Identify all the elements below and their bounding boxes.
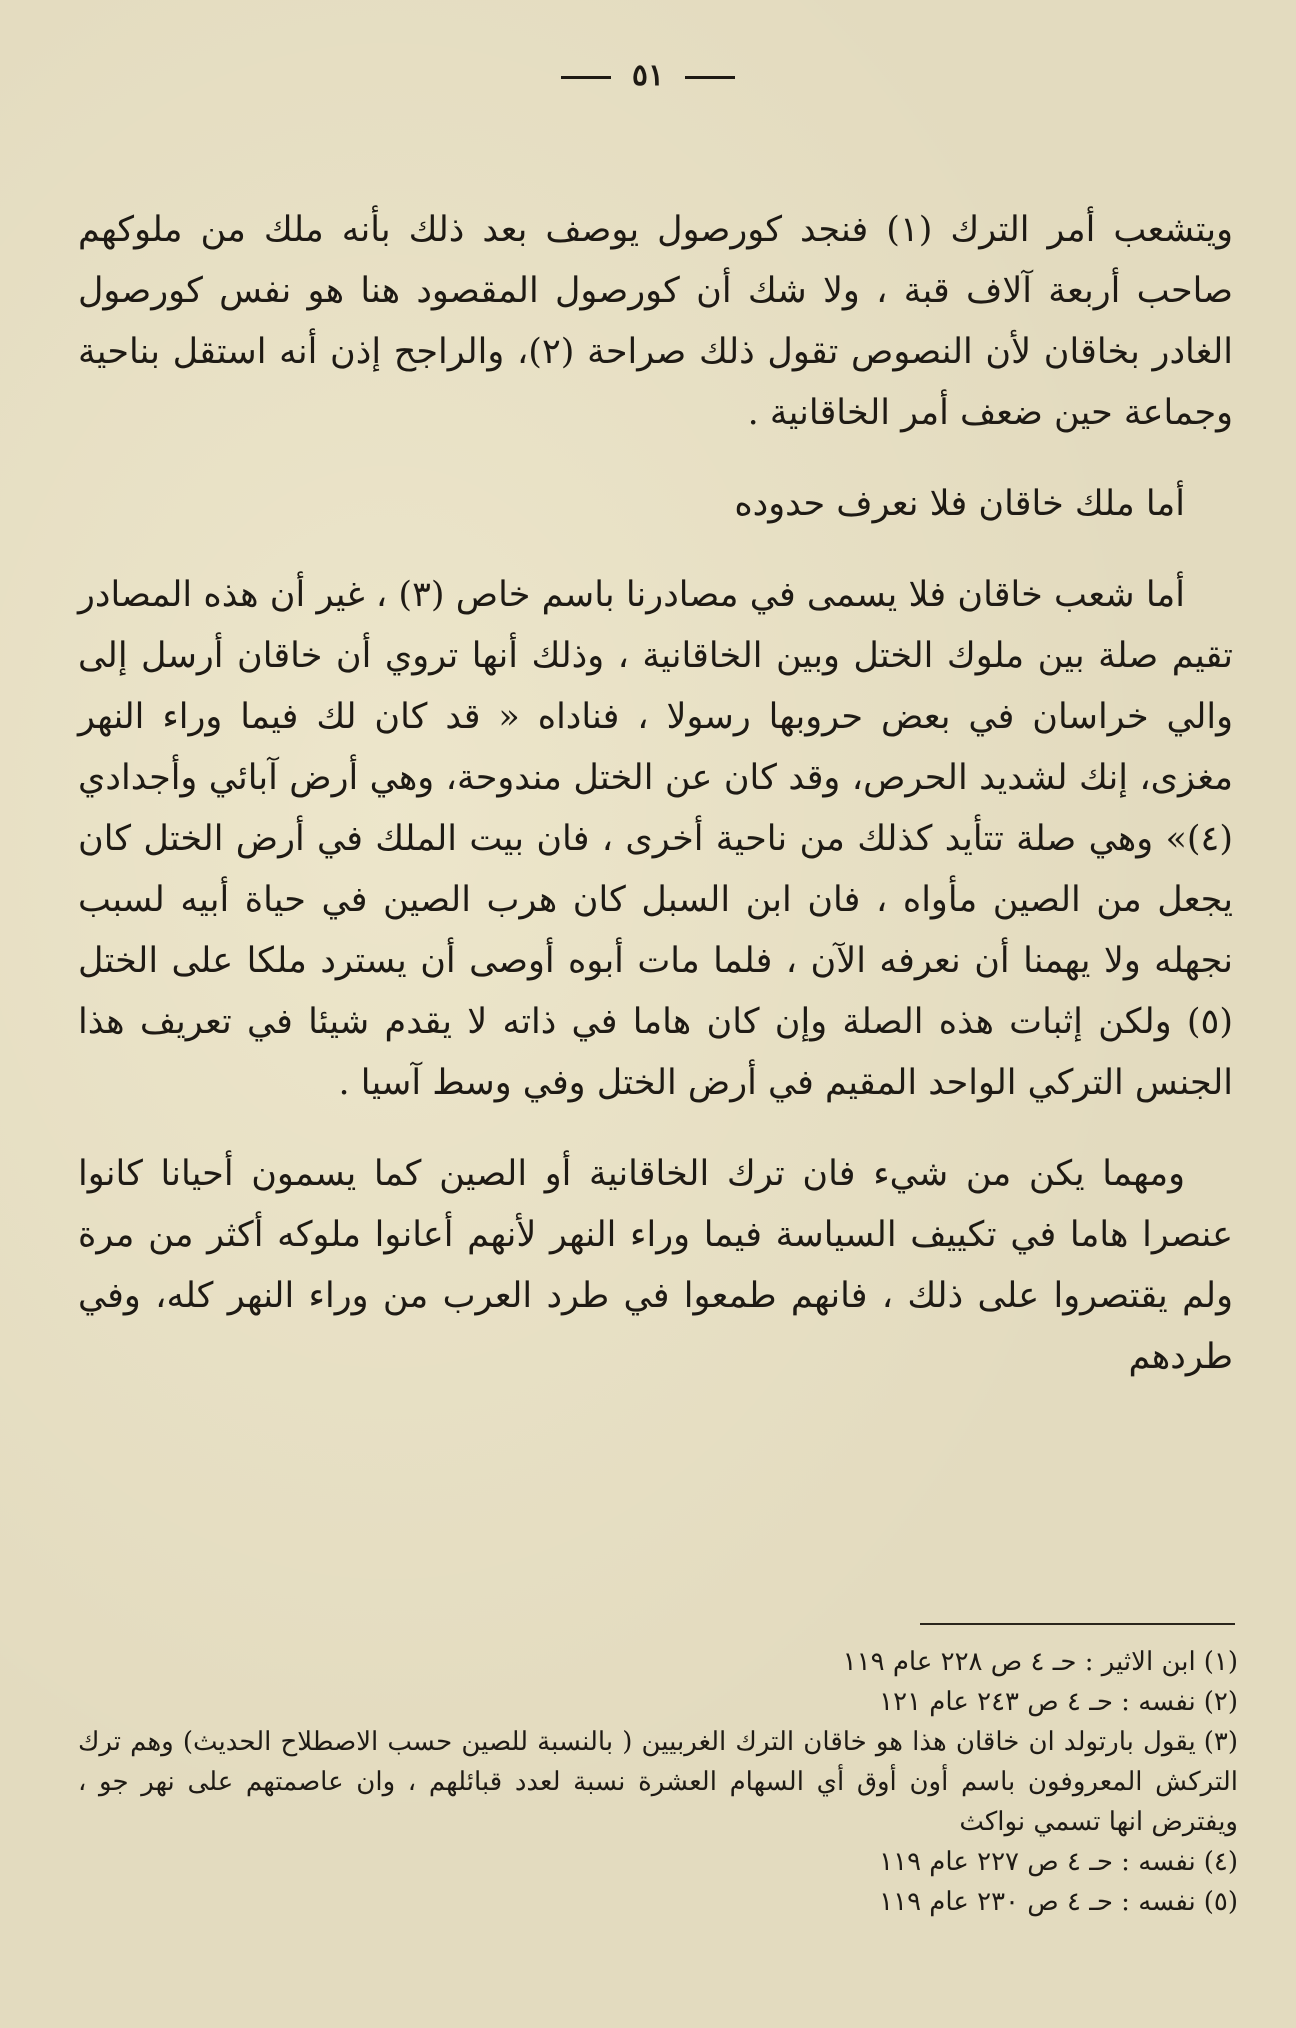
paragraph-2: أما ملك خاقان فلا نعرف حدوده xyxy=(734,484,1185,524)
dash-left xyxy=(561,76,611,79)
footnote-2 xyxy=(78,1682,1238,1722)
dash-right xyxy=(685,76,735,79)
footnote-5 xyxy=(78,1882,1238,1922)
footnote-text: نفسه : حـ ٤ ص ٢٢٧ عام ١١٩ xyxy=(879,1847,1196,1877)
footnote-number: (٥) xyxy=(1203,1887,1238,1917)
footnote-1 xyxy=(78,1642,1238,1682)
footnote-text: ابن الاثير : حـ ٤ ص ٢٢٨ عام ١١٩ xyxy=(842,1647,1196,1677)
paragraph-4: ومهما يكن من شيء فان ترك الخاقانية أو الصين كما يسمون أحيانا كانوا عنصرا هاما في تكييف السياسة فيما وراء النهر لأنهم أعانوا ملوكه أكثر من مرة ولم يقتصروا على ذلك ، فانهم طمعوا في طرد العرب من وراء النهر كله، وفي طردهم xyxy=(78,1154,1233,1377)
footnote-3 xyxy=(78,1722,1238,1842)
footnote-number: (١) xyxy=(1203,1647,1238,1677)
footnotes xyxy=(78,1642,1238,1922)
main-text xyxy=(78,200,1233,1418)
footnote-number: (٤) xyxy=(1203,1847,1238,1877)
footnote-divider xyxy=(920,1623,1235,1625)
footnote-text: نفسه : حـ ٤ ص ٢٣٠ عام ١١٩ xyxy=(879,1887,1196,1917)
page-number xyxy=(0,58,1296,93)
footnote-number: (٣) xyxy=(1203,1727,1238,1757)
paragraph-3: أما شعب خاقان فلا يسمى في مصادرنا باسم خاص (٣) ، غير أن هذه المصادر تقيم صلة بين ملوك الختل وبين الخاقانية ، وذلك أنها تروي أن خاقان أرسل إلى والي خراسان في بعض حروبها رسولا ، فناداه « قد كان لك فيما وراء النهر مغزى، إنك لشديد الحرص، وقد كان عن الختل مندوحة، وهي أرض آبائي وأجدادي (٤)» وهي صلة تتأيد كذلك من ناحية أخرى ، فان بيت الملك في أرض الختل كان يجعل من الصين مأواه ، فان ابن السبل كان هرب الصين في حياة أبيه لسبب نجهله ولا يهمنا أن نعرفه الآن ، فلما مات أبوه أوصى أن يسترد ملكا على الختل (٥) ولكن إثبات هذه الصلة وإن كان هاما في ذاته لا يقدم شيئا في تعريف هذا الجنس التركي الواحد المقيم في أرض الختل وفي وسط آسيا . xyxy=(78,575,1233,1103)
footnote-text: نفسه : حـ ٤ ص ٢٤٣ عام ١٢١ xyxy=(879,1687,1196,1717)
footnote-number: (٢) xyxy=(1203,1687,1238,1717)
paragraph-1: ويتشعب أمر الترك (١) فنجد كورصول يوصف بعد ذلك بأنه ملك من ملوكهم صاحب أربعة آلاف قبة ، ولا شك أن كورصول المقصود هنا هو نفس كورصول الغادر بخاقان لأن النصوص تقول ذلك صراحة (٢)، والراجح إذن أنه استقل بناحية وجماعة حين ضعف أمر الخاقانية . xyxy=(78,210,1233,433)
footnote-4 xyxy=(78,1842,1238,1882)
footnote-text: يقول بارتولد ان خاقان هذا هو خاقان الترك الغربيين ( بالنسبة للصين حسب الاصطلاح الحديث) وهم ترك التركش المعروفون باسم أون أوق أي السهام العشرة نسبة لعدد قبائلهم ، وان عاصمتهم على نهر جو ، ويفترض انها تسمي نواكث xyxy=(78,1727,1238,1837)
page-number-text: ٥١ xyxy=(631,58,665,93)
